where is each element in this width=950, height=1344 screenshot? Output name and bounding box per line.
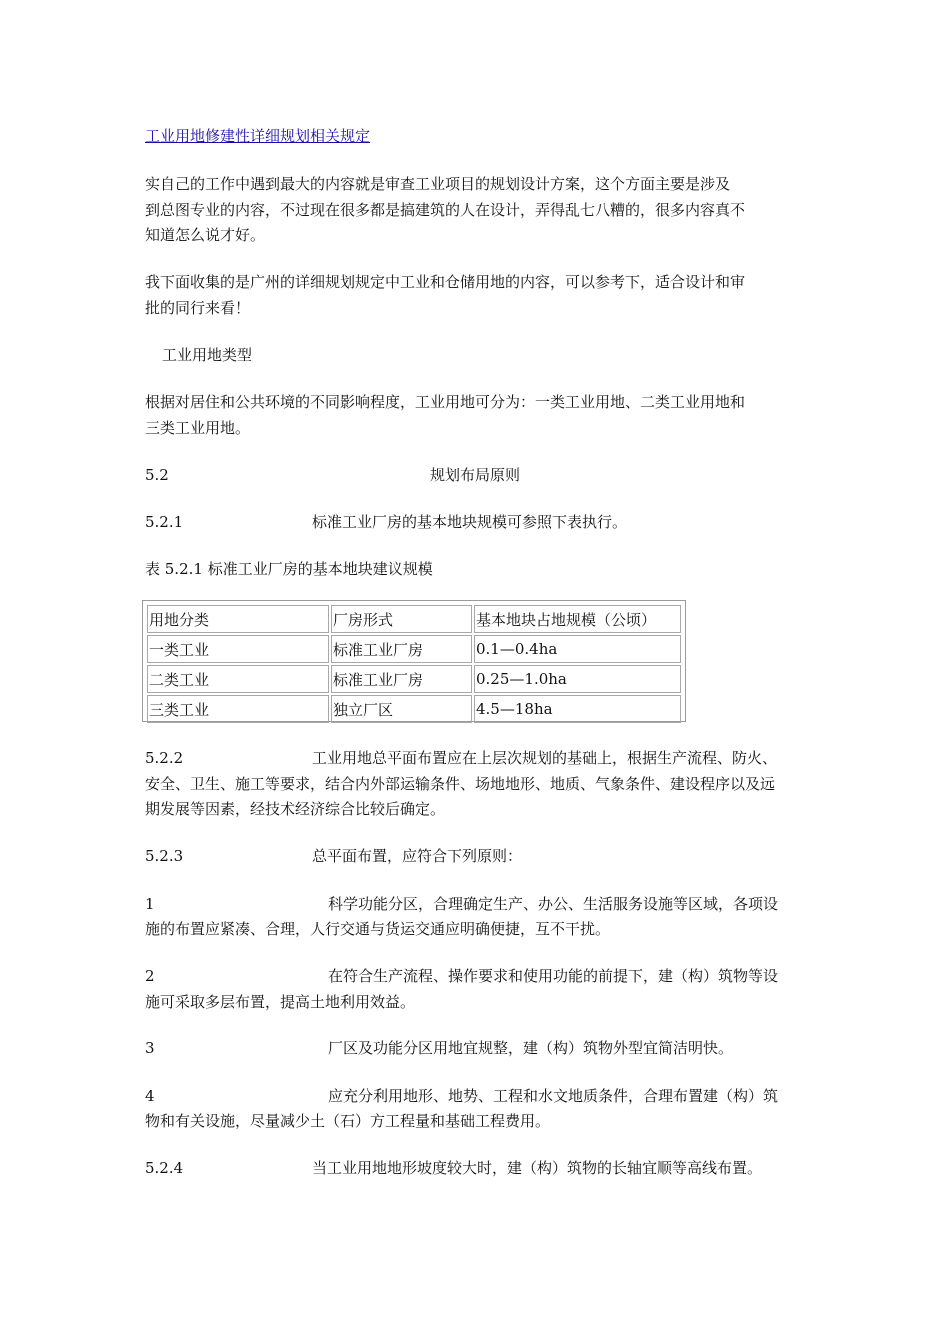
section-5-2-4-text: 当工业用地地形坡度较大时，建（构）筑物的长轴宜顺等高线布置。 [312, 1159, 763, 1177]
types-line-2: 三类工业用地。 [145, 419, 251, 437]
principle-1-first-line: 科学功能分区，合理确定生产、办公、生活服务设施等区域，各项设 [328, 895, 779, 913]
table-cell: 一类工业 [147, 635, 329, 663]
table-cell: 独立厂区 [331, 695, 472, 723]
principle-2-first-line: 在符合生产流程、操作要求和使用功能的前提下，建（构）筑物等设 [328, 967, 779, 985]
section-5-2-2-line-2: 安全、卫生、施工等要求，结合内外部运输条件、场地地形、地质、气象条件、建设程序以及远 [145, 775, 776, 793]
principle-4-cont: 物和有关设施，尽量减少土（石）方工程量和基础工程费用。 [145, 1112, 551, 1130]
principle-4-first-line: 应充分利用地形、地势、工程和水文地质条件，合理布置建（构）筑 [328, 1087, 779, 1105]
table-header-row [147, 605, 681, 633]
principle-3-number: 3 [145, 1039, 155, 1057]
table-cell: 0.1—0.4ha [474, 635, 681, 663]
table-header-cell: 厂房形式 [331, 605, 472, 633]
land-scale-table [142, 600, 686, 722]
section-5-2-title: 规划布局原则 [430, 466, 521, 484]
table-header-cell: 用地分类 [147, 605, 329, 633]
table-cell: 标准工业厂房 [331, 665, 472, 693]
section-5-2-3-text: 总平面布置，应符合下列原则： [312, 847, 523, 865]
intro-line-3: 知道怎么说才好。 [145, 226, 266, 244]
types-line-1: 根据对居住和公共环境的不同影响程度，工业用地可分为：一类工业用地、二类工业用地和 [145, 393, 746, 411]
section-5-2-number: 5.2 [145, 466, 169, 484]
section-5-2-3-number: 5.2.3 [145, 847, 184, 865]
section-heading-types: 工业用地类型 [162, 346, 253, 364]
table-header-cell: 基本地块占地规模（公顷） [474, 605, 681, 633]
table-cell: 三类工业 [147, 695, 329, 723]
reference-line-1: 我下面收集的是广州的详细规划规定中工业和仓储用地的内容，可以参考下，适合设计和审 [145, 273, 746, 291]
table-cell: 标准工业厂房 [331, 635, 472, 663]
intro-line-1: 实自己的工作中遇到最大的内容就是审查工业项目的规划设计方案，这个方面主要是涉及 [145, 175, 731, 193]
title-link[interactable]: 工业用地修建性详细规划相关规定 [145, 127, 371, 145]
section-5-2-2-line-3: 期发展等因素，经技术经济综合比较后确定。 [145, 800, 446, 818]
table-cell: 0.25—1.0ha [474, 665, 681, 693]
principle-4-number: 4 [145, 1087, 155, 1105]
principle-2-number: 2 [145, 967, 155, 985]
table-row [147, 635, 681, 663]
principle-1-cont: 施的布置应紧凑、合理，人行交通与货运交通应明确便捷，互不干扰。 [145, 920, 611, 938]
section-5-2-4-number: 5.2.4 [145, 1159, 184, 1177]
principle-1-number: 1 [145, 895, 155, 913]
intro-line-2: 到总图专业的内容，不过现在很多都是搞建筑的人在设计，弄得乱七八糟的，很多内容真不 [145, 201, 746, 219]
table-row [147, 665, 681, 693]
section-5-2-2-first-line: 工业用地总平面布置应在上层次规划的基础上，根据生产流程、防火、 [312, 749, 778, 767]
principle-2-cont: 施可采取多层布置，提高土地利用效益。 [145, 993, 416, 1011]
table-row [147, 695, 681, 723]
table-cell: 4.5—18ha [474, 695, 681, 723]
reference-line-2: 批的同行来看！ [145, 299, 251, 317]
section-5-2-1-text: 标准工业厂房的基本地块规模可参照下表执行。 [312, 513, 628, 531]
section-5-2-2-number: 5.2.2 [145, 749, 184, 767]
principle-3-text: 厂区及功能分区用地宜规整，建（构）筑物外型宜简洁明快。 [328, 1039, 734, 1057]
table-cell: 二类工业 [147, 665, 329, 693]
section-5-2-1-number: 5.2.1 [145, 513, 184, 531]
table-caption: 表 5.2.1 标准工业厂房的基本地块建议规模 [145, 560, 433, 578]
